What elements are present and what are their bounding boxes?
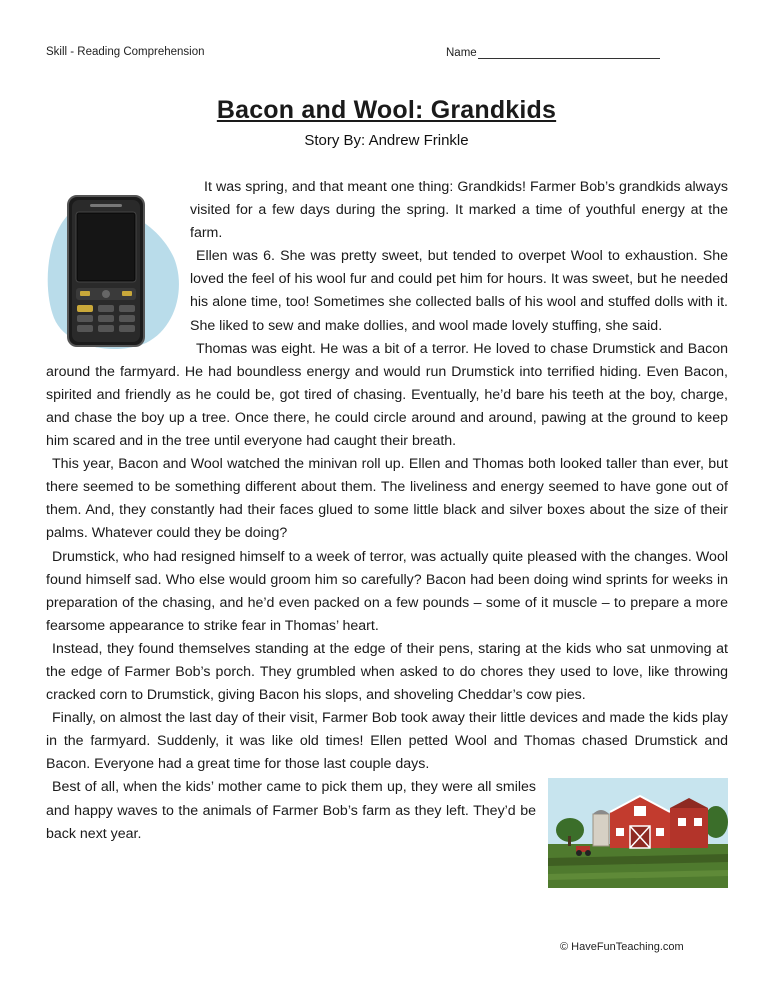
paragraph-8: Best of all, when the kids’ mother came to pick them up, they were all smiles and happy waves to the animals of Farmer Bob’s farm as they left. They’d be back next year. <box>46 779 536 842</box>
paragraph-1: It was spring, and that meant one thing: Grandkids! Farmer Bob’s grandkids always visited for a few days during the spring. It marked a time of youthful energy at the farm. <box>190 179 728 242</box>
story-text <box>46 176 728 892</box>
name-field <box>446 46 660 59</box>
copyright-footer: © HaveFunTeaching.com <box>560 941 684 953</box>
name-label: Name <box>446 47 477 59</box>
story-byline: Story By: Andrew Frinkle <box>304 132 469 149</box>
skill-label: Skill - Reading Comprehension <box>46 46 205 58</box>
story-title: Bacon and Wool: Grandkids <box>216 96 557 124</box>
paragraph-6: Instead, they found themselves standing at the edge of their pens, staring at the kids who sat unmoving at the edge of Farmer Bob’s porch. They grumbled when asked to do chores they used to love, like throwing cracked corn to Drumstick, giving Bacon his slops, and shoveling Cheddar’s cow pies. <box>46 640 728 704</box>
cellphone-illustration <box>46 188 180 356</box>
name-line <box>478 46 660 59</box>
barn-illustration <box>548 778 728 888</box>
paragraph-7: Finally, on almost the last day of their visit, Farmer Bob took away their little devices and made the kids play in the farmyard. Suddenly, it was like old times! Ellen petted Wool and Thomas chased Drumstick and Bacon. Everyone had a great time for those last couple days. <box>46 710 728 773</box>
paragraph-5: Drumstick, who had resigned himself to a week of terror, was actually quite pleased with the changes. Wool found himself sad. Who else would groom him so carefully? Bacon had been doing wind sprints for weeks in preparation of the chasing, and he’d even packed on a few pounds – some of it muscle – to prepare a more fearsome appearance to strike fear in Thomas’ heart. <box>46 548 728 634</box>
paragraph-4: This year, Bacon and Wool watched the minivan roll up. Ellen and Thomas both looked taller than ever, but there seemed to be something different about them. The liveliness and energy seemed to have gone out of them. And, they constantly had their faces glued to some little black and silver boxes about the size of their palms. Whatever could they be doing? <box>46 456 728 542</box>
paragraph-2: Ellen was 6. She was pretty sweet, but tended to overpet Wool to exhaustion. She loved the feel of his wool fur and could pet him for hours. It was sweet, but he needed his alone time, too! Sometimes she collected balls of his wool and stuffed dolls with it. She liked to sew and make dollies, and wool made lovely stuffing, she said. <box>190 248 728 334</box>
paragraph-3: Thomas was eight. He was a bit of a terror. He loved to chase Drumstick and Bacon around the farmyard. He had boundless energy and would run Drumstick into terrified hiding. Even Bacon, spirited and friendly as he could be, got tired of chasing. Eventually, he’d bare his teeth at the boy, charge, and chase the boy up a tree. Once there, he could circle around and around, pawing at the ground to keep him scared and in the tree until everyone had caught their breath. <box>46 340 728 450</box>
